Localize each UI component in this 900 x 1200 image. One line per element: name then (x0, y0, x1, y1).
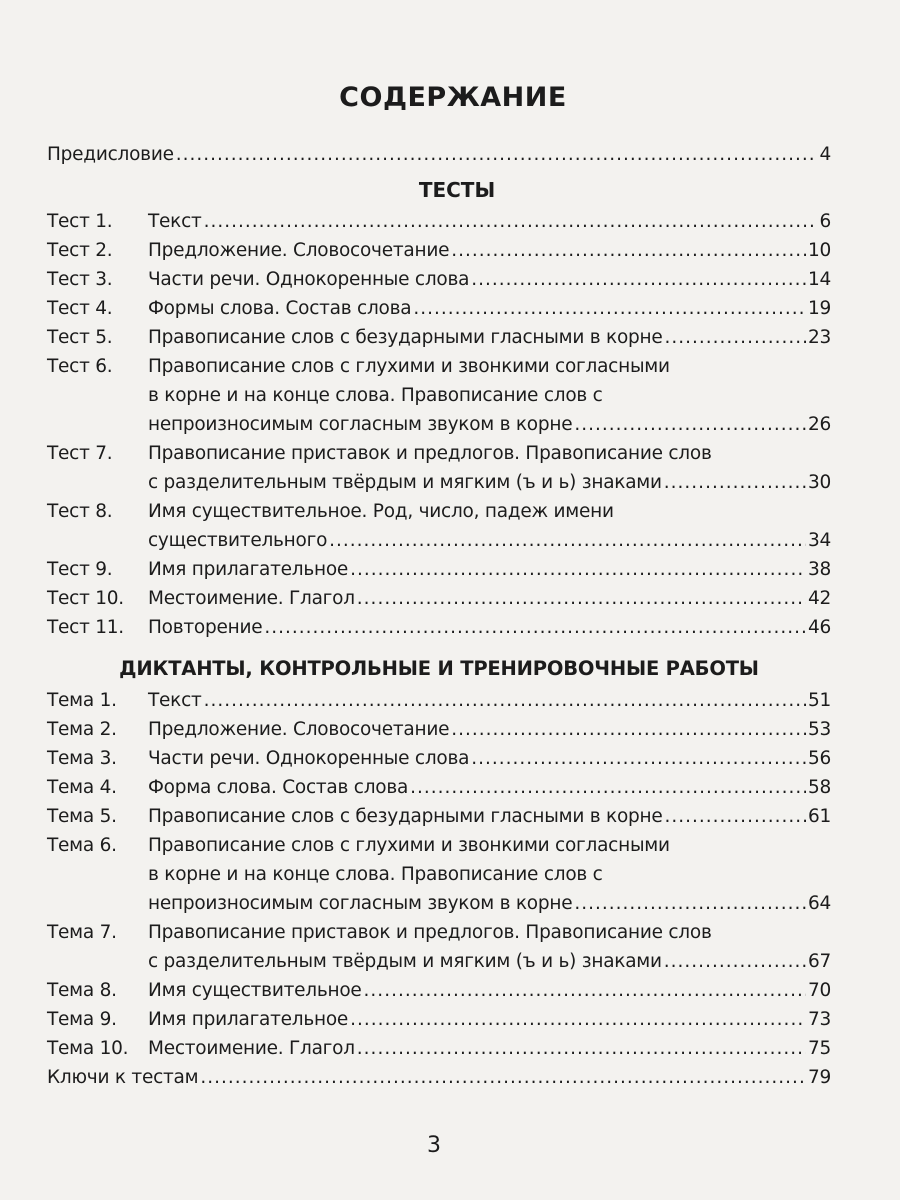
entry-number: Тема 5. (47, 806, 117, 827)
table-of-contents (47, 78, 831, 1092)
toc-entry-keys (47, 1063, 831, 1092)
dot-leader (665, 323, 806, 352)
toc-entry (47, 439, 831, 497)
entry-number: Тема 3. (47, 748, 117, 769)
entry-number: Тест 2. (47, 240, 113, 261)
entry-title: Предисловие (47, 144, 174, 165)
entry-title: в корне и на конце слова. Правописание слов с (148, 385, 603, 406)
toc-entry-preface (47, 140, 831, 169)
dot-leader (451, 715, 806, 744)
entry-number: Тест 4. (47, 298, 113, 319)
entry-number: Тест 8. (47, 501, 113, 522)
dot-leader (451, 236, 806, 265)
dot-leader (204, 207, 818, 236)
entry-title: Имя прилагательное (148, 1009, 349, 1030)
entry-title: с разделительным твёрдым и мягким (ъ и ь) знаками (148, 951, 662, 972)
entry-number: Тема 7. (47, 922, 117, 943)
toc-entry (47, 584, 831, 613)
dot-leader (410, 773, 806, 802)
entry-title: Форма слова. Состав слова (148, 777, 409, 798)
dot-leader (204, 686, 806, 715)
entry-number: Тема 8. (47, 980, 117, 1001)
entry-page: 6 (819, 211, 831, 232)
dot-leader (264, 613, 806, 642)
toc-entry (47, 497, 831, 555)
entry-title: с разделительным твёрдым и мягким (ъ и ь) знаками (148, 472, 662, 493)
toc-entry (47, 976, 831, 1005)
entry-number: Тема 9. (47, 1009, 117, 1030)
toc-entry (47, 236, 831, 265)
entry-number: Тест 9. (47, 559, 113, 580)
toc-entry (47, 802, 831, 831)
entry-page: 10 (807, 240, 831, 261)
entry-title: Правописание слов с безударными гласными в корне (148, 327, 663, 348)
entry-title: Части речи. Однокоренные слова (148, 748, 470, 769)
entry-title: в корне и на конце слова. Правописание слов с (148, 864, 603, 885)
toc-entry (47, 715, 831, 744)
entry-page: 14 (807, 269, 831, 290)
dot-leader (176, 140, 818, 169)
entry-number: Тест 11. (47, 617, 124, 638)
entry-title: Правописание слов с глухими и звонкими согласными (148, 835, 670, 856)
works-list (47, 686, 831, 1063)
entry-page: 46 (807, 617, 831, 638)
toc-entry (47, 294, 831, 323)
section-heading-works: ДИКТАНТЫ, КОНТРОЛЬНЫЕ И ТРЕНИРОВОЧНЫЕ РАБОТЫ (119, 657, 759, 680)
tests-list (47, 207, 831, 642)
dot-leader (350, 1005, 806, 1034)
entry-number: Тема 10. (47, 1038, 129, 1059)
toc-entry (47, 831, 831, 918)
entry-title: Правописание слов с глухими и звонкими согласными (148, 356, 670, 377)
entry-title: непроизносимым согласным звуком в корне (148, 893, 573, 914)
entry-page: 64 (807, 893, 831, 914)
entry-page: 58 (807, 777, 831, 798)
entry-number: Тема 2. (47, 719, 117, 740)
toc-entry (47, 207, 831, 236)
dot-leader (665, 802, 806, 831)
entry-title: Предложение. Словосочетание (148, 719, 450, 740)
entry-page: 75 (807, 1038, 831, 1059)
section-heading-tests: ТЕСТЫ (418, 178, 496, 202)
entry-title: Правописание приставок и предлогов. Правописание слов (148, 922, 712, 943)
entry-title: Предложение. Словосочетание (148, 240, 450, 261)
entry-title: Местоимение. Глагол (148, 588, 355, 609)
entry-title: Части речи. Однокоренные слова (148, 269, 470, 290)
entry-number: Тест 7. (47, 443, 113, 464)
entry-page: 70 (807, 980, 831, 1001)
entry-number: Тест 6. (47, 356, 113, 377)
entry-page: 4 (819, 144, 831, 165)
dot-leader (664, 468, 806, 497)
entry-title: Текст (148, 211, 202, 232)
entry-number: Тест 3. (47, 269, 113, 290)
toc-entry (47, 352, 831, 439)
dot-leader (357, 584, 806, 613)
entry-title: Имя существительное. Род, число, падеж имени (148, 501, 614, 522)
entry-title: Местоимение. Глагол (148, 1038, 355, 1059)
dot-leader (574, 410, 806, 439)
page-number: 3 (427, 1133, 441, 1158)
entry-page: 19 (807, 298, 831, 319)
entry-number: Тест 5. (47, 327, 113, 348)
entry-title: Текст (148, 690, 202, 711)
toc-entry (47, 1034, 831, 1063)
toc-entry (47, 686, 831, 715)
toc-entry (47, 323, 831, 352)
entry-title: Повторение (148, 617, 263, 638)
entry-title: Правописание приставок и предлогов. Правописание слов (148, 443, 712, 464)
dot-leader (329, 526, 806, 555)
entry-page: 51 (807, 690, 831, 711)
toc-entry (47, 555, 831, 584)
page-title: СОДЕРЖАНИЕ (339, 82, 567, 113)
entry-page: 38 (807, 559, 831, 580)
dot-leader (350, 555, 806, 584)
entry-number: Тест 1. (47, 211, 113, 232)
entry-page: 23 (807, 327, 831, 348)
entry-number: Тест 10. (47, 588, 124, 609)
dot-leader (413, 294, 806, 323)
entry-title: Правописание слов с безударными гласными в корне (148, 806, 663, 827)
entry-page: 53 (807, 719, 831, 740)
entry-title: Ключи к тестам (47, 1067, 199, 1088)
entry-title: Формы слова. Состав слова (148, 298, 412, 319)
entry-title: Имя прилагательное (148, 559, 349, 580)
toc-entry (47, 1005, 831, 1034)
toc-entry (47, 744, 831, 773)
entry-page: 67 (807, 951, 831, 972)
dot-leader (364, 976, 806, 1005)
dot-leader (574, 889, 806, 918)
entry-page: 42 (807, 588, 831, 609)
entry-title: Имя существительное (148, 980, 362, 1001)
entry-page: 30 (807, 472, 831, 493)
entry-number: Тема 1. (47, 690, 117, 711)
entry-number: Тема 4. (47, 777, 117, 798)
dot-leader (357, 1034, 806, 1063)
entry-page: 79 (807, 1067, 831, 1088)
entry-page: 61 (807, 806, 831, 827)
dot-leader (471, 265, 806, 294)
dot-leader (664, 947, 806, 976)
entry-page: 34 (807, 530, 831, 551)
toc-entry (47, 918, 831, 976)
toc-entry (47, 265, 831, 294)
entry-page: 73 (807, 1009, 831, 1030)
dot-leader (471, 744, 806, 773)
dot-leader (200, 1063, 806, 1092)
entry-title: существительного (148, 530, 328, 551)
toc-entry (47, 773, 831, 802)
entry-page: 56 (807, 748, 831, 769)
entry-title: непроизносимым согласным звуком в корне (148, 414, 573, 435)
entry-page: 26 (807, 414, 831, 435)
toc-entry (47, 613, 831, 642)
entry-number: Тема 6. (47, 835, 117, 856)
